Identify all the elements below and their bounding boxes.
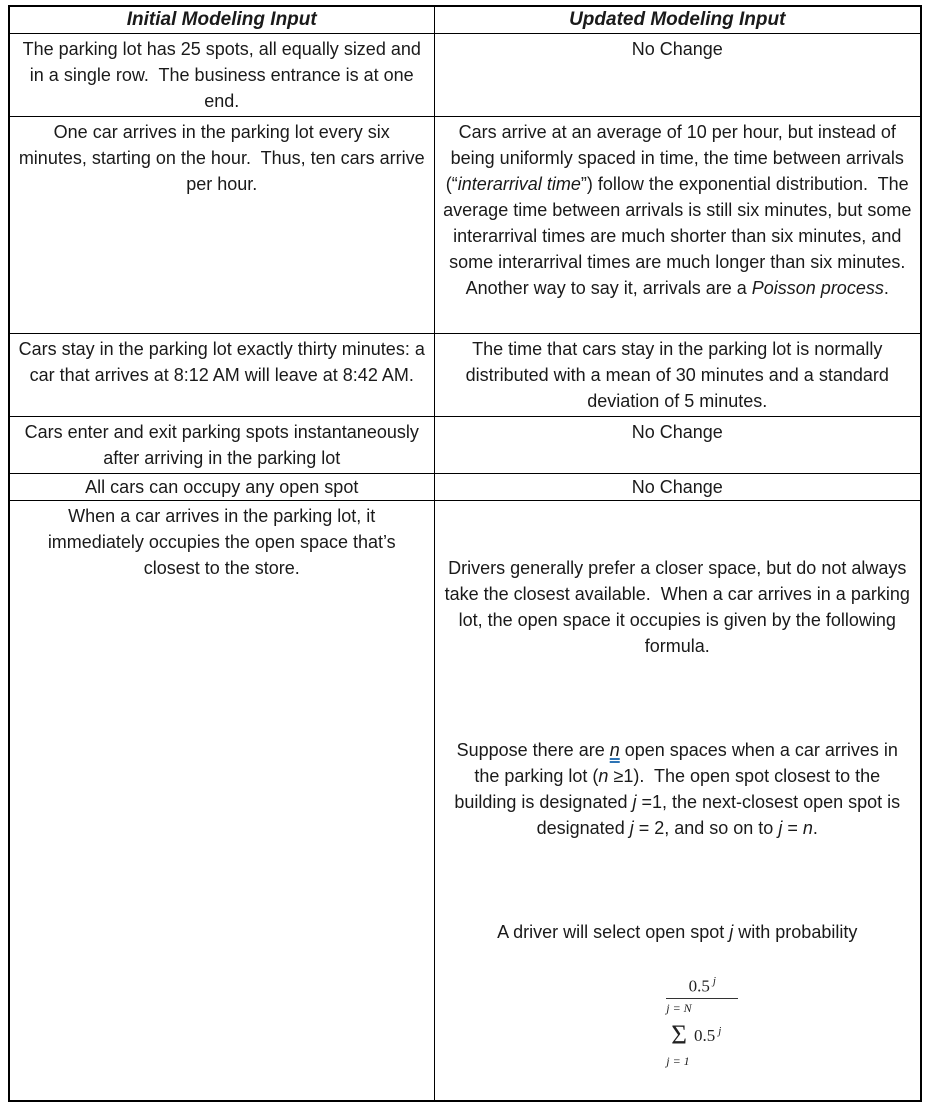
- table-row: [9, 474, 921, 501]
- table-row: [9, 417, 921, 474]
- document-page: [0, 5, 930, 1069]
- summation-lower-limit: j = 1: [666, 1054, 690, 1069]
- summation-row: [666, 1018, 738, 1051]
- table-row: [9, 334, 921, 417]
- header-updated-modeling-input: Updated Modeling Input: [434, 6, 921, 34]
- summation-upper-limit: j = N: [666, 1000, 692, 1015]
- cell-initial-spot-choice: When a car arrives in the parking lot, it immediately occupies the open space that’s closest to the store.: [9, 501, 434, 1102]
- sigma-summation-symbol: Σ: [671, 1019, 687, 1050]
- cell-initial-stay-duration: Cars stay in the parking lot exactly thirty minutes: a car that arrives at 8:12 AM will leave at 8:42 AM.: [9, 334, 434, 417]
- fraction-bar: [666, 998, 738, 999]
- table-row: [9, 501, 921, 1102]
- paragraph-probability-intro: A driver will select open spot j with probability: [497, 922, 858, 942]
- cell-updated-lot-size: No Change: [434, 34, 921, 117]
- cell-initial-any-spot: All cars can occupy any open spot: [9, 474, 434, 501]
- probability-formula: [666, 973, 738, 1068]
- cell-initial-arrivals: One car arrives in the parking lot every six minutes, starting on the hour. Thus, ten cars arrive per hour.: [9, 117, 434, 334]
- formula-numerator: 0.5 $^j$: [688, 975, 716, 996]
- modeling-input-table: [8, 5, 922, 1102]
- paragraph-driver-preference: Drivers generally prefer a closer space, but do not always take the closest available. When a car arrives in a parking lot, the open space it occupies is given by the following formula.: [444, 558, 915, 656]
- cell-updated-spot-choice: [434, 501, 921, 1102]
- summation-term: 0.5 $^j$: [693, 1024, 722, 1046]
- cell-updated-enter-exit: No Change: [434, 417, 921, 474]
- cell-updated-any-spot: No Change: [434, 474, 921, 501]
- cell-updated-stay-duration: The time that cars stay in the parking lot is normally distributed with a mean of 30 minutes and a standard deviation of 5 minutes.: [434, 334, 921, 417]
- table-header-row: [9, 6, 921, 34]
- paragraph-open-spaces-definition: Suppose there are n open spaces when a car arrives in the parking lot (n ≥1). The open spot closest to the building is designated j =1, the next-closest open spot is designated j = 2, and so on to j = n.: [454, 740, 906, 838]
- cell-initial-enter-exit: Cars enter and exit parking spots instantaneously after arriving in the parking lot: [9, 417, 434, 474]
- cell-updated-arrivals: Cars arrive at an average of 10 per hour, but instead of being uniformly spaced in time, the time between arrivals (“interarrival time”) follow the exponential distribution. The average time between arrivals is still six minutes, but some interarrival times are much shorter than six minutes, and some interarrival times are much longer than six minutes. Another way to say it, arrivals are a Poisson process.: [434, 117, 921, 334]
- table-row: [9, 117, 921, 334]
- table-row: [9, 34, 921, 117]
- cell-initial-lot-size: The parking lot has 25 spots, all equally sized and in a single row. The business entrance is at one end.: [9, 34, 434, 117]
- header-initial-modeling-input: Initial Modeling Input: [9, 6, 434, 34]
